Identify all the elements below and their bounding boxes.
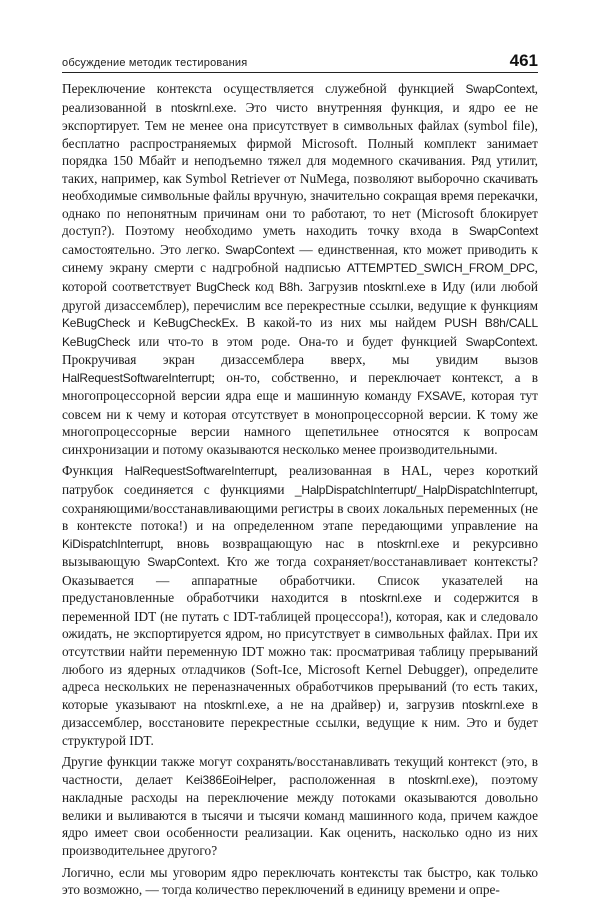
text-run: в дизассемблер, восстановите перекрестные ссылки, ведущие к ним. Это и будет структурой IDT. (62, 696, 538, 748)
text-run: Другие функции также могут сохранять/восстанавливать текущий контекст (это, в частности, делает (62, 754, 538, 787)
text-run: , реализованной в (62, 81, 538, 115)
text-run: Переключение контекста осуществляется служебной функцией (62, 81, 466, 96)
code-term: SwapContext (225, 242, 295, 257)
text-run: . В какой-то из них мы найдем (235, 315, 445, 331)
text-run: Логично, если мы уговорим ядро переключать контексты так быстро, как только это возможно, — тогда количество переключений в единицу времени и опре- (62, 864, 538, 898)
running-title: обсуждение методик тестирования (62, 57, 248, 69)
code-term: BugCheck (195, 280, 250, 295)
code-term: HalRequestSoftwareInterrupt (124, 464, 275, 479)
text-run: и (130, 315, 154, 331)
code-term: ntoskrnl.exe (363, 280, 426, 295)
text-run: , сохраняющими/восстанавливающими регистры в своих локальных переменных (не в контексте потока!) и на определенном этапе передающими управление на (62, 482, 538, 534)
code-term: KiDispatchInterrupt (62, 536, 161, 551)
text-run: — единственная, кто может приводить к синему экрану смерти с надгробной надписью (62, 241, 538, 276)
code-term: ntoskrnl.exe (376, 536, 440, 551)
code-term: ATTEMPTED_SWICH_FROM_DPC (347, 261, 535, 276)
text-run: . Кто же тогда сохраняет/восстанавливает контексты? Оказывается — аппаратные обработчики. Список указателей на предустановленные обработчики находится в (62, 554, 538, 606)
code-term: ntoskrnl.exe (170, 100, 234, 115)
text-run: и рекурсивно вызывающую (62, 535, 538, 570)
text-run: и содержится в переменной IDT (не путать с IDT-таблицей процессора!), которая, как и следовало ожидать, не экспортируется ядром, но присутствует в символьных файлах. При их отсутствии найти переменную IDT можно так: просматривая таблицу прерываний любого из ядерных отладчиков (Soft-Ice, Microsoft Kernel Debugger), определите адреса нескольких не переназначенных обработчиков прерываний (то есть таких, которые указывают на (62, 590, 538, 712)
code-term: KeBugCheckEx (153, 316, 236, 331)
text-run: код (249, 279, 279, 295)
text-run: . Это чисто внутренняя функция, и ядро ее не экспортирует. Тем не менее она присутствует в символьных файлах (symbol file), бесплатно распространяемых фирмой Microsoft. Полный комплект занимает порядка 150 Мбайт и неподъемно тяжел для модемного скачивания. Ряд утилит, таких, например, как Symbol Retriever от NuMega, позволяют выборочно скачивать необходимые символьные файлы вручную, значительно сокращая время перекачки, однако по непонятным причинам они то работают, то нет (Microsoft блокирует доступ?). Поэтому необходимо уметь находить точку входа в (62, 99, 539, 239)
text-run: . Загрузив (299, 279, 364, 295)
code-term: SwapContext (465, 82, 535, 96)
text-run: в Иду (или любой другой дизассемблер), перечислим все перекрестные ссылки, ведущие к функциям (62, 279, 538, 313)
text-run: , а не на драйвер) и, загрузив (266, 696, 462, 712)
text-run: . Прокручивая экран дизассемблера вверх, мы увидим вызов (62, 333, 538, 368)
code-term: ntoskrnl.exe (408, 772, 471, 787)
page-number: 461 (509, 51, 538, 70)
paragraph-4 (62, 864, 538, 899)
text-run: самостоятельно. Это легко. (62, 241, 226, 257)
body-text (62, 80, 538, 903)
code-term: ntoskrnl.exe (203, 697, 267, 712)
code-term: SwapContext (147, 555, 217, 570)
code-term: ntoskrnl.exe (359, 591, 422, 606)
text-run: ), поэтому накладные расходы на переключение между потоками оказываются довольно велики и выливаются в тысячи и тысячи команд машинного кода, причем каждое ядро имеет свои особенности реализации. Как оценить, насколько одно из них производительнее другого? (62, 771, 539, 858)
code-term: FXSAVE (417, 389, 463, 404)
text-run: или что-то в этом роде. Она-то и будет функцией (130, 333, 466, 349)
code-term: SwapContext (468, 224, 538, 239)
code-term: _HalpDispatchInterrupt/_HalpDispatchInterrupt (294, 483, 535, 498)
text-run: , расположенная в (272, 771, 409, 787)
code-term: PUSH B8h/CALL KeBugCheck (62, 316, 539, 349)
text-run: ; он-то, собственно, и переключает контекст, а в многопроцессорной версии ядра еще и машинную команду (62, 369, 538, 404)
paragraph-3 (62, 753, 538, 859)
text-run: , которая тут совсем ни к чему и которая отсутствует в монопроцессорной версии. К тому же многопроцессорные версии намного щепетильнее относятся к вопросам синхронизации и потому оказываются несколько менее производительными. (62, 388, 538, 457)
code-term: B8h (278, 280, 300, 295)
text-run: , вновь возвращающую нас в (160, 535, 377, 551)
text-run: Функция (62, 463, 125, 479)
text-run: , реализованная в HAL, через короткий патрубок соединяется с функциями (62, 463, 538, 498)
code-term: ntoskrnl.exe (461, 697, 525, 712)
code-term: HalRequestSoftwareInterrupt (62, 370, 212, 385)
text-run: , которой соответствует (62, 260, 538, 295)
paragraph-2 (62, 462, 538, 749)
code-term: Kei386EoiHelper (185, 772, 273, 787)
paragraph-1 (62, 80, 538, 458)
code-term: SwapContext (465, 334, 535, 349)
page-header (62, 48, 538, 73)
code-term: KeBugCheck (62, 316, 131, 331)
